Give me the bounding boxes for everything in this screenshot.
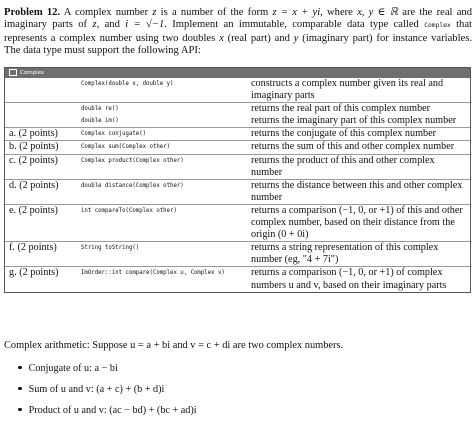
row-points	[5, 115, 80, 128]
row-signature: Complex sum(Complex other)	[80, 141, 251, 154]
text-seg: that represents a complex number using two doubles	[4, 19, 472, 44]
row-points: c. (2 points)	[5, 154, 80, 179]
row-description: returns the sum of this and other complex number	[251, 141, 470, 154]
row-points	[5, 78, 80, 103]
bullet-text: Conjugate of u: a − bi	[28, 363, 118, 374]
row-signature: double im()	[81, 118, 119, 125]
api-rows	[5, 78, 470, 292]
row-points: d. (2 points)	[5, 179, 80, 204]
api-row	[5, 115, 470, 128]
row-signature: double re()	[80, 103, 251, 116]
api-row	[5, 179, 470, 204]
api-header	[5, 68, 470, 78]
row-description: constructs a complex number given its real and imaginary parts	[251, 78, 444, 102]
class-name: Complex	[424, 22, 451, 30]
api-row	[5, 78, 470, 103]
domain: x, y ∈ ℝ	[357, 7, 399, 18]
row-signature: Complex product(Complex other)	[80, 154, 251, 179]
row-signature: int compareTo(Complex other)	[80, 204, 251, 241]
text-seg: . Implement an immutable, comparable data type called	[164, 19, 425, 31]
bullet-product	[18, 405, 197, 417]
row-description: returns the distance between this and other complex number	[251, 179, 470, 204]
bullet-icon	[18, 387, 22, 391]
row-points: b. (2 points)	[5, 141, 80, 154]
row-description: returns a string representation of this complex number (eg, "4 + 7i")	[251, 242, 470, 267]
problem-label: Problem 12.	[4, 7, 61, 18]
row-description: returns the imaginary part of this complex number	[251, 115, 457, 127]
text-seg: is a number of the form	[156, 7, 273, 18]
api-header-label: Complex	[20, 70, 45, 76]
var-x: x	[219, 32, 224, 44]
row-signature: Complex(double x, double y)	[81, 81, 174, 87]
var-z: z	[92, 19, 97, 31]
bullet-icon	[18, 366, 22, 370]
row-points	[5, 103, 80, 116]
row-description: returns a comparison (−1, 0, or +1) of this and other complex number, based on their distance from the origin (0 + 0i)	[251, 204, 470, 241]
problem-text	[4, 7, 472, 58]
row-description: returns the real part of this complex number	[251, 103, 470, 116]
i-definition: i = √−1	[125, 19, 165, 31]
complex-form: z = x + yi	[272, 7, 321, 18]
text-seg: , and	[96, 19, 126, 31]
api-row	[5, 154, 470, 179]
api-row	[5, 103, 470, 116]
problem-statement	[4, 7, 472, 58]
table-icon	[9, 69, 17, 76]
var-z: z	[152, 7, 157, 18]
row-description: returns the product of this and other complex number	[251, 154, 470, 179]
api-row	[5, 267, 470, 292]
text-seg: A complex number	[63, 7, 153, 18]
row-points: f. (2 points)	[5, 242, 80, 267]
bullet-sum	[18, 384, 164, 396]
row-signature: String toString()	[80, 242, 251, 267]
var-y: y	[293, 32, 299, 44]
row-signature: Complex conjugate()	[80, 128, 251, 141]
api-row	[5, 141, 470, 154]
row-points: g. (2 points)	[5, 267, 80, 292]
row-signature: ImOrder::int compare(Complex u, Complex v)	[80, 267, 251, 292]
bullet-icon	[18, 408, 22, 412]
text-seg: , where	[320, 7, 358, 18]
row-description: returns the conjugate of this complex number	[251, 128, 470, 141]
bullet-conjugate	[18, 363, 118, 375]
bullet-text: Product of u and v: (ac − bd) + (bc + ad)i	[28, 405, 197, 416]
text-seg: (real part) and	[223, 32, 294, 44]
text-seg: (imaginary part) for instance variables. The data type must support the following API:	[4, 32, 473, 57]
api-row	[5, 128, 470, 141]
row-description: returns a comparison (−1, 0, or +1) of complex numbers u and v, based on their imaginary parts	[251, 267, 470, 292]
row-points: a. (2 points)	[5, 128, 80, 141]
text-seg: are the real and imaginary parts of	[4, 7, 472, 31]
bullet-text: Sum of u and v: (a + c) + (b + d)i	[28, 384, 165, 395]
api-row	[5, 204, 470, 241]
api-table	[4, 67, 471, 293]
row-signature: double distance(Complex other)	[80, 179, 251, 204]
row-points: e. (2 points)	[5, 204, 80, 241]
api-row	[5, 242, 470, 267]
arith-intro: Complex arithmetic: Suppose u = a + bi and v = c + di are two complex numbers.	[4, 340, 344, 351]
